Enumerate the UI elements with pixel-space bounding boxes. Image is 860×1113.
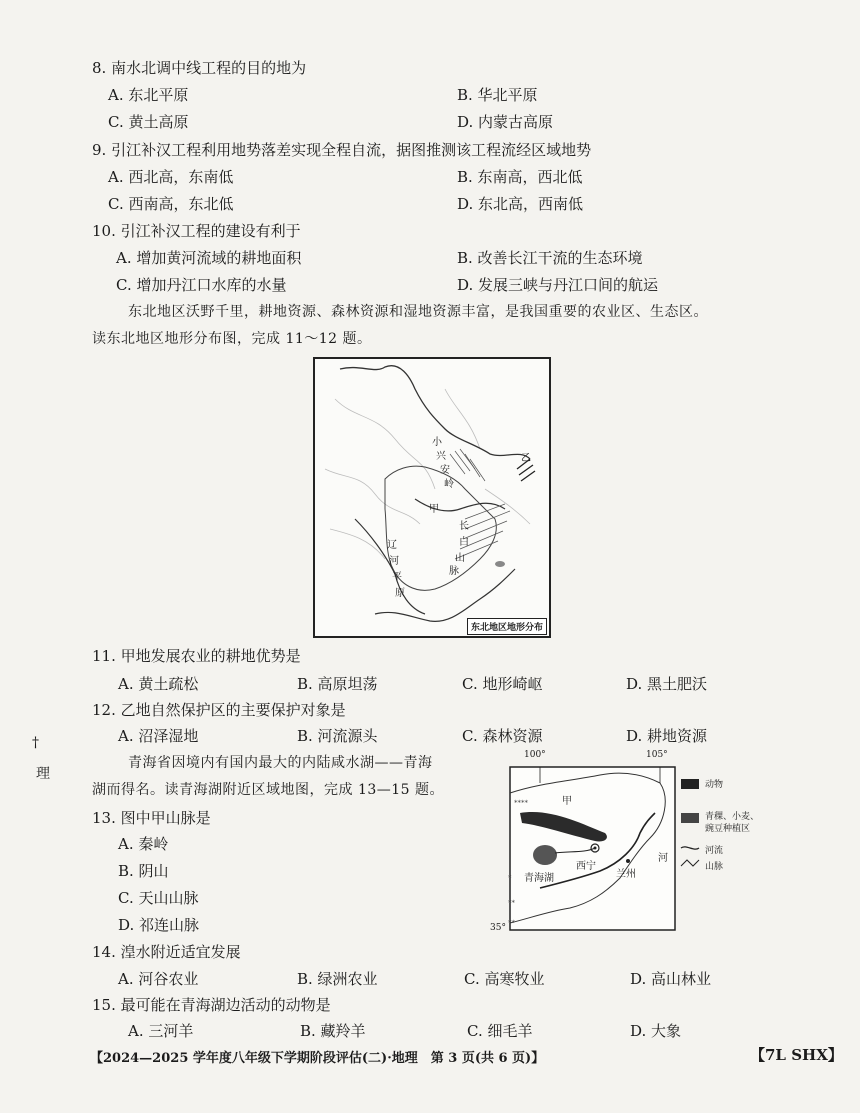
label-shan: 山	[455, 553, 465, 564]
q8-stem: 8. 南水北调中线工程的目的地为	[92, 59, 307, 77]
legend-crop-line1: 青稞、小麦、	[705, 812, 760, 822]
q9-option-a: A. 西北高，东南低	[108, 168, 234, 186]
intro1-line1: 东北地区沃野千里，耕地资源、森林资源和湿地资源丰富，是我国重要的农业区、生态区。	[128, 304, 708, 320]
q13-option-d: D. 祁连山脉	[118, 916, 200, 934]
exam-code: 【7L SHX】	[750, 1046, 843, 1064]
label-jia-mountain: 甲	[562, 796, 572, 807]
legend-river: 河流	[705, 846, 724, 856]
label-mai: 脉	[449, 566, 459, 577]
q10-option-b: B. 改善长江干流的生态环境	[457, 249, 643, 267]
label-river-he: 河	[658, 853, 668, 864]
q14-option-d: D. 高山林业	[630, 970, 712, 988]
q8-option-d: D. 内蒙古高原	[457, 113, 554, 131]
label-xing: 兴	[436, 451, 446, 462]
lon-105: 105°	[646, 750, 668, 760]
label-yuan: 原	[395, 588, 405, 599]
svg-text:⁎⁎: ⁎⁎	[508, 897, 515, 905]
q12-option-c: C. 森林资源	[462, 727, 543, 745]
q13-stem: 13. 图中甲山脉是	[92, 809, 211, 827]
q14-option-a: A. 河谷农业	[118, 970, 199, 988]
legend-crop-line2: 豌豆种植区	[705, 824, 751, 834]
qinghai-lake-map	[490, 750, 790, 943]
q13-option-b: B. 阴山	[118, 862, 169, 880]
q12-option-b: B. 河流源头	[297, 727, 378, 745]
q12-stem: 12. 乙地自然保护区的主要保护对象是	[92, 701, 346, 719]
q8-option-a: A. 东北平原	[108, 86, 189, 104]
label-he: 河	[389, 556, 399, 567]
svg-text:⁎: ⁎	[508, 872, 512, 880]
q11-stem: 11. 甲地发展农业的耕地优势是	[92, 647, 301, 665]
margin-mark-2: 理	[36, 766, 50, 782]
lon-100: 100°	[524, 750, 546, 760]
q8-option-b: B. 华北平原	[457, 86, 538, 104]
page-footer: 【2024—2025 学年度八年级下学期阶段评估(二)·地理 第 3 页(共 6 页)】	[90, 1051, 545, 1066]
label-xiao: 小	[432, 437, 442, 448]
q14-stem: 14. 湟水附近适宜发展	[92, 943, 241, 961]
label-ping: 平	[392, 572, 402, 583]
legend-animal: 动物	[705, 780, 724, 790]
label-liao: 辽	[387, 540, 397, 551]
q10-option-c: C. 增加丹江口水库的水量	[116, 276, 287, 294]
q10-stem: 10. 引江补汉工程的建设有利于	[92, 222, 301, 240]
label-an: 安	[440, 465, 450, 476]
q10-option-a: A. 增加黄河流域的耕地面积	[116, 249, 302, 267]
legend-mountain: 山脉	[705, 862, 724, 872]
label-yi: 乙	[521, 453, 531, 464]
q9-stem: 9. 引江补汉工程利用地势落差实现全程自流，据图推测该工程流经区域地势	[92, 141, 592, 159]
map1-caption: 东北地区地形分布	[467, 618, 547, 635]
label-lanzhou: 兰州	[616, 869, 636, 880]
q15-option-d: D. 大象	[630, 1022, 682, 1040]
q11-option-d: D. 黑土肥沃	[626, 675, 708, 693]
svg-text:⁎⁎⁎⁎: ⁎⁎⁎⁎	[514, 797, 528, 805]
q10-option-d: D. 发展三峡与丹江口间的航运	[457, 276, 659, 294]
svg-text:⁎⁎: ⁎⁎	[508, 917, 515, 925]
label-qinghai-lake: 青海湖	[524, 873, 554, 884]
q12-option-d: D. 耕地资源	[626, 727, 708, 745]
q8-option-c: C. 黄土高原	[108, 113, 189, 131]
lat-35: 35°	[490, 923, 506, 933]
label-ling: 岭	[444, 479, 454, 490]
qinghai-map-drawing	[500, 753, 790, 943]
q15-option-c: C. 细毛羊	[467, 1022, 533, 1040]
q14-option-c: C. 高寒牧业	[464, 970, 545, 988]
label-chang: 长	[459, 521, 469, 532]
q9-option-c: C. 西南高，东北低	[108, 195, 234, 213]
margin-mark-1: †	[32, 735, 39, 751]
q11-option-c: C. 地形崎岖	[462, 675, 543, 693]
q11-option-b: B. 高原坦荡	[297, 675, 378, 693]
q13-option-c: C. 天山山脉	[118, 889, 199, 907]
northeast-map-drawing	[315, 359, 549, 636]
q14-option-b: B. 绿洲农业	[297, 970, 378, 988]
intro2-line1: 青海省因境内有国内最大的内陆咸水湖——青海	[128, 755, 433, 771]
intro2-line2: 湖而得名。读青海湖附近区域地图，完成 13—15 题。	[92, 782, 445, 798]
label-jia: 甲	[429, 504, 439, 515]
q13-option-a: A. 秦岭	[118, 835, 169, 853]
northeast-terrain-map	[313, 357, 551, 638]
q15-stem: 15. 最可能在青海湖边活动的动物是	[92, 996, 331, 1014]
q11-option-a: A. 黄土疏松	[118, 675, 199, 693]
q15-option-b: B. 藏羚羊	[300, 1022, 366, 1040]
label-xining: 西宁	[576, 861, 596, 872]
label-bai: 白	[459, 537, 469, 548]
q12-option-a: A. 沼泽湿地	[118, 727, 199, 745]
intro1-line2: 读东北地区地形分布图，完成 11～12 题。	[92, 331, 372, 347]
q9-option-d: D. 东北高，西南低	[457, 195, 584, 213]
q9-option-b: B. 东南高，西北低	[457, 168, 583, 186]
q15-option-a: A. 三河羊	[128, 1022, 194, 1040]
